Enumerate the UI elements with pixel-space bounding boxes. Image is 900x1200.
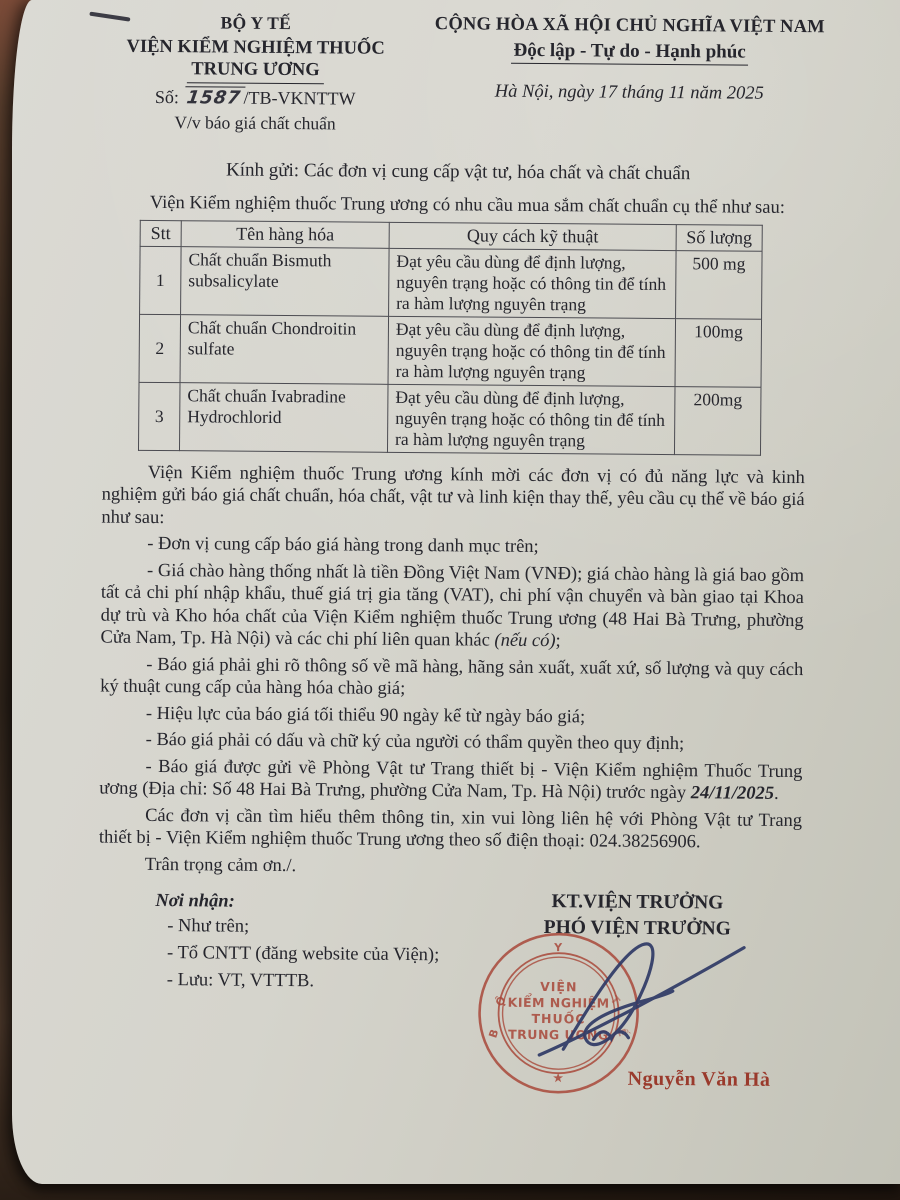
signer-name: Nguyễn Văn Hà bbox=[627, 1067, 771, 1091]
number-prefix: Số: bbox=[154, 86, 180, 107]
handwritten-number: 1587 bbox=[182, 86, 246, 110]
row-stt: 3 bbox=[138, 382, 180, 450]
stamp-text: VIỆN KIỂM NGHIỆM THUỐC TRUNG ƯƠNG bbox=[507, 979, 610, 1043]
document-number-line bbox=[103, 85, 408, 111]
signature-footer bbox=[12, 885, 897, 1184]
number-suffix: /TB-VKNTTW bbox=[243, 87, 356, 109]
place-date-line: Hà Nội, ngày 17 tháng 11 năm 2025 bbox=[494, 81, 764, 104]
row-name: Chất chuẩn Chondroitin sulfate bbox=[180, 314, 389, 384]
ring-letter: Y bbox=[554, 941, 563, 955]
row-qty: 200mg bbox=[674, 386, 761, 455]
ring-letter: B bbox=[486, 1027, 502, 1040]
col-header-name: Tên hàng hóa bbox=[181, 220, 389, 248]
italic-note: (nếu có) bbox=[494, 630, 556, 652]
document-header bbox=[14, 0, 900, 139]
institute-name-line1: VIỆN KIỂM NGHIỆM THUỐC bbox=[126, 36, 385, 59]
signature-ink-icon bbox=[535, 929, 754, 1071]
bullet-item: - Báo giá phải ghi rõ thông số về mã hàng, hãng sản xuất, xuất xứ, số lượng và quy cách ký thuật cung cấp của hàng hóa chào giá; bbox=[100, 654, 804, 699]
row-qty: 500 mg bbox=[676, 250, 763, 319]
signer-title-2: PHÓ VIỆN TRƯỞNG bbox=[543, 917, 731, 940]
col-header-stt: Stt bbox=[140, 220, 181, 246]
col-header-qty: Số lượng bbox=[676, 224, 762, 251]
recipients-block bbox=[155, 890, 440, 996]
document-content bbox=[12, 0, 900, 1184]
national-title: CỘNG HÒA XÃ HỘI CHỦ NGHĨA VIỆT NAM bbox=[434, 14, 825, 38]
bullet-item: - Báo giá được gửi về Phòng Vật tư Trang thiết bị - Viện Kiểm nghiệm Thuốc Trung ương (Địa chỉ: Số 48 Hai Bà Trưng, phường Cửa Nam, Tp. Hà Nội) trước ngày 24/11/2025. bbox=[99, 756, 803, 804]
table-row bbox=[138, 382, 761, 455]
contact-paragraph: Các đơn vị cần tìm hiểu thêm thông tin, xin vui lòng liên hệ với Phòng Vật tư Trang thiết bị - Viện Kiểm nghiệm thuốc Trung ương theo số điện thoại: 024.38256906. bbox=[98, 805, 803, 853]
recipient-item: - Như trên; bbox=[167, 915, 250, 937]
col-header-spec: Quy cách kỹ thuật bbox=[389, 222, 676, 250]
row-name: Chất chuẩn Bismuth subsalicylate bbox=[181, 246, 390, 316]
ring-letter: Ế bbox=[614, 1027, 630, 1039]
institute-name-line2: TRUNG ƯƠNG bbox=[187, 58, 324, 84]
bullet-item: - Đơn vị cung cấp báo giá hàng trong danh mục trên; bbox=[147, 533, 539, 558]
row-stt: 2 bbox=[139, 314, 181, 382]
greeting-line: Kính gửi: Các đơn vị cung cấp vật tư, hóa chất và chất chuẩn bbox=[225, 159, 691, 184]
bullet-item: - Báo giá phải có dấu và chữ ký của người có thẩm quyền theo quy định; bbox=[145, 729, 685, 755]
row-spec: Đạt yêu cầu dùng để định lượng, nguyên trạng hoặc có thông tin để tính ra hàm lượng nguyên trạng bbox=[387, 384, 675, 454]
national-motto: Độc lập - Tự do - Hạnh phúc bbox=[511, 39, 747, 65]
row-name: Chất chuẩn Ivabradine Hydrochlorid bbox=[179, 382, 388, 452]
thanks-line: Trân trọng cảm ơn./. bbox=[144, 854, 297, 876]
recipients-label: Nơi nhận: bbox=[155, 891, 235, 912]
intro-paragraph: Viện Kiểm nghiệm thuốc Trung ương có nhu cầu mua sắm chất chuẩn cụ thể như sau: bbox=[149, 192, 785, 218]
national-motto-block bbox=[407, 13, 851, 139]
row-spec: Đạt yêu cầu dùng để định lượng, nguyên trạng hoặc có thông tin để tính ra hàm lượng nguyên trạng bbox=[389, 248, 677, 318]
issuing-agency-block bbox=[102, 11, 408, 136]
scanned-paper bbox=[12, 0, 900, 1184]
recipient-item: - Tổ CNTT (đăng website của Viện); bbox=[166, 942, 440, 965]
stamp-star-icon: ★ bbox=[552, 1070, 564, 1086]
table-row bbox=[139, 314, 762, 387]
document-subject: V/v báo giá chất chuẩn bbox=[174, 112, 336, 134]
bullet-item: - Hiệu lực của báo giá tối thiểu 90 ngày kể từ ngày báo giá; bbox=[145, 703, 586, 727]
signer-title-1: KT.VIỆN TRƯỞNG bbox=[551, 891, 724, 914]
row-stt: 1 bbox=[140, 246, 182, 314]
invite-paragraph: Viện Kiểm nghiệm thuốc Trung ương kính mời các đơn vị có đủ năng lực và kinh nghiệm gửi báo giá chất chuẩn, hóa chất, vật tư và linh kiện thay thế, yêu cầu cụ thể về báo giá như sau: bbox=[101, 462, 805, 528]
row-qty: 100mg bbox=[675, 318, 762, 387]
goods-table bbox=[138, 219, 763, 455]
handwritten-signature bbox=[535, 929, 754, 1071]
bullet-item: - Giá chào hàng thống nhất là tiền Đồng Việt Nam (VNĐ); giá chào hàng là giá bao gồm tất cả chi phí nhập khẩu, thuế giá trị gia tăng (VAT), chi phí vận chuyển và bàn giao tại Khoa dự trù và Kho hóa chất của Viện Kiểm nghiệm thuốc Trung ương (48 Hai Bà Trưng, phường Cửa Nam, Tp. Hà Nội) và các chi phí liên quan khác (nếu có); bbox=[100, 560, 805, 652]
table-row bbox=[140, 246, 763, 319]
ring-letter: T bbox=[607, 993, 623, 1008]
ministry-name: BỘ Y TẾ bbox=[220, 12, 292, 34]
row-spec: Đạt yêu cầu dùng để định lượng, nguyên trạng hoặc có thông tin để tính ra hàm lượng nguyên trạng bbox=[388, 316, 676, 386]
deadline-date: 24/11/2025 bbox=[690, 783, 775, 804]
ring-letter: Ộ bbox=[492, 993, 509, 1010]
recipient-item: - Lưu: VT, VTTTB. bbox=[166, 969, 315, 991]
